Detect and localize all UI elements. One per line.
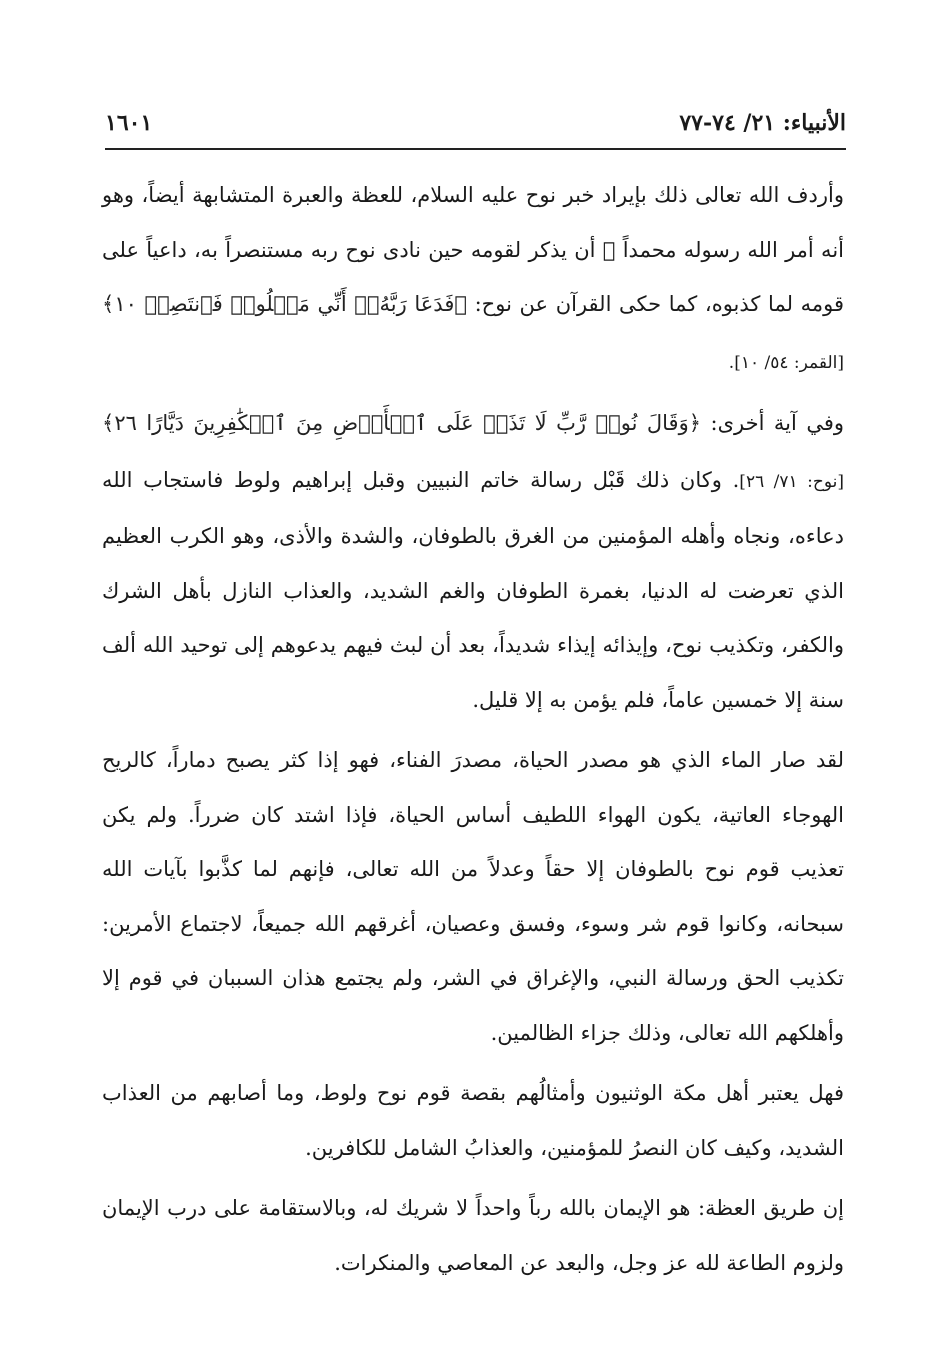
paragraph [102, 396, 844, 727]
verse-reference: [نوح: ٧١/ ٢٦] [739, 471, 844, 492]
quran-verse: ﴿وَقَالَ نُوحٞ رَّبِّ لَا تَذَرۡ عَلَى ٱلۡأَرۡضِ مِنَ ٱلۡكَٰفِرِينَ دَيَّارًا ٢٦﴾ [102, 411, 702, 435]
paragraph-text: لقد صار الماء الذي هو مصدر الحياة، مصدرَ الفناء، فهو إذا كثر يصبح دماراً، كالريح الهوجاء العاتية، يكون الهواء اللطيف أساس الحياة، فإذا اشتد كان ضرراً. ولم يكن تعذيب قوم نوح بالطوفان إلا حقاً وعدلاً من الله تعالى، فإنهم لما كذَّبوا بآيات الله سبحانه، وكانوا قوم شر وسوء، وفسق وعصيان، أغرقهم الله جميعاً، لاجتماع الأمرين: تكذيب الحق ورسالة النبي، والإغراق في الشر، ولم يجتمع هذان السببان في قوم إلا وأهلكهم الله تعالى، وذلك جزاء الظالمين. [102, 748, 844, 1045]
page-number: ١٦٠١ [105, 110, 153, 136]
page-header [105, 108, 846, 150]
verse-reference: [القمر: ٥٤/ ١٠]. [728, 352, 844, 373]
paragraph-text: . وكان ذلك قَبْل رسالة خاتم النبيين وقبل إبراهيم ولوط فاستجاب الله دعاءه، ونجاه وأهله المؤمنين من الغرق بالطوفان، والشدة والأذى، وهو الكرب العظيم الذي تعرضت له الدنيا، بغمرة الطوفان والغم الشديد، والعذاب النازل بأهل الشرك والكفر، وتكذيب نوح، وإيذائه إيذاء شديداً، بعد أن لبث فيهم يدعوهم إلى توحيد الله ألف سنة إلا خمسين عاماً، فلم يؤمن به إلا قليل. [102, 467, 844, 712]
paragraph [102, 168, 844, 390]
paragraph [102, 1066, 844, 1175]
paragraph-text: وأردف الله تعالى ذلك بإيراد خبر نوح عليه السلام، للعظة والعبرة المتشابهة أيضاً، وهو أنه أمر الله رسوله محمداً ﷺ أن يذكر لقومه حين نادى نوح ربه مستنصراً به، داعياً على قومه لما كذبوه، كما حكى القرآن عن نوح: [102, 183, 845, 316]
paragraph-text: وفي آية أخرى: [701, 411, 845, 435]
quran-verse: ﴿فَدَعَا رَبَّهُۥٓ أَنِّي مَغۡلُوبٞ فَٱنتَصِرۡ ١٠﴾ [102, 292, 467, 316]
paragraph-text: فهل يعتبر أهل مكة الوثنيون وأمثالُهم بقصة قوم نوح ولوط، وما أصابهم من العذاب الشديد، وكيف كان النصرُ للمؤمنين، والعذابُ الشامل للكافرين. [102, 1081, 844, 1160]
paragraph [102, 733, 844, 1060]
paragraph [102, 1181, 844, 1290]
running-head: الأنبياء: ٢١/ ٧٤-٧٧ [679, 110, 846, 136]
body-text [102, 168, 844, 1296]
paragraph-text: إن طريق العظة: هو الإيمان بالله رباً واحداً لا شريك له، وبالاستقامة على درب الإيمان ولزوم الطاعة لله عز وجل، والبعد عن المعاصي والمنكرات. [102, 1196, 844, 1275]
